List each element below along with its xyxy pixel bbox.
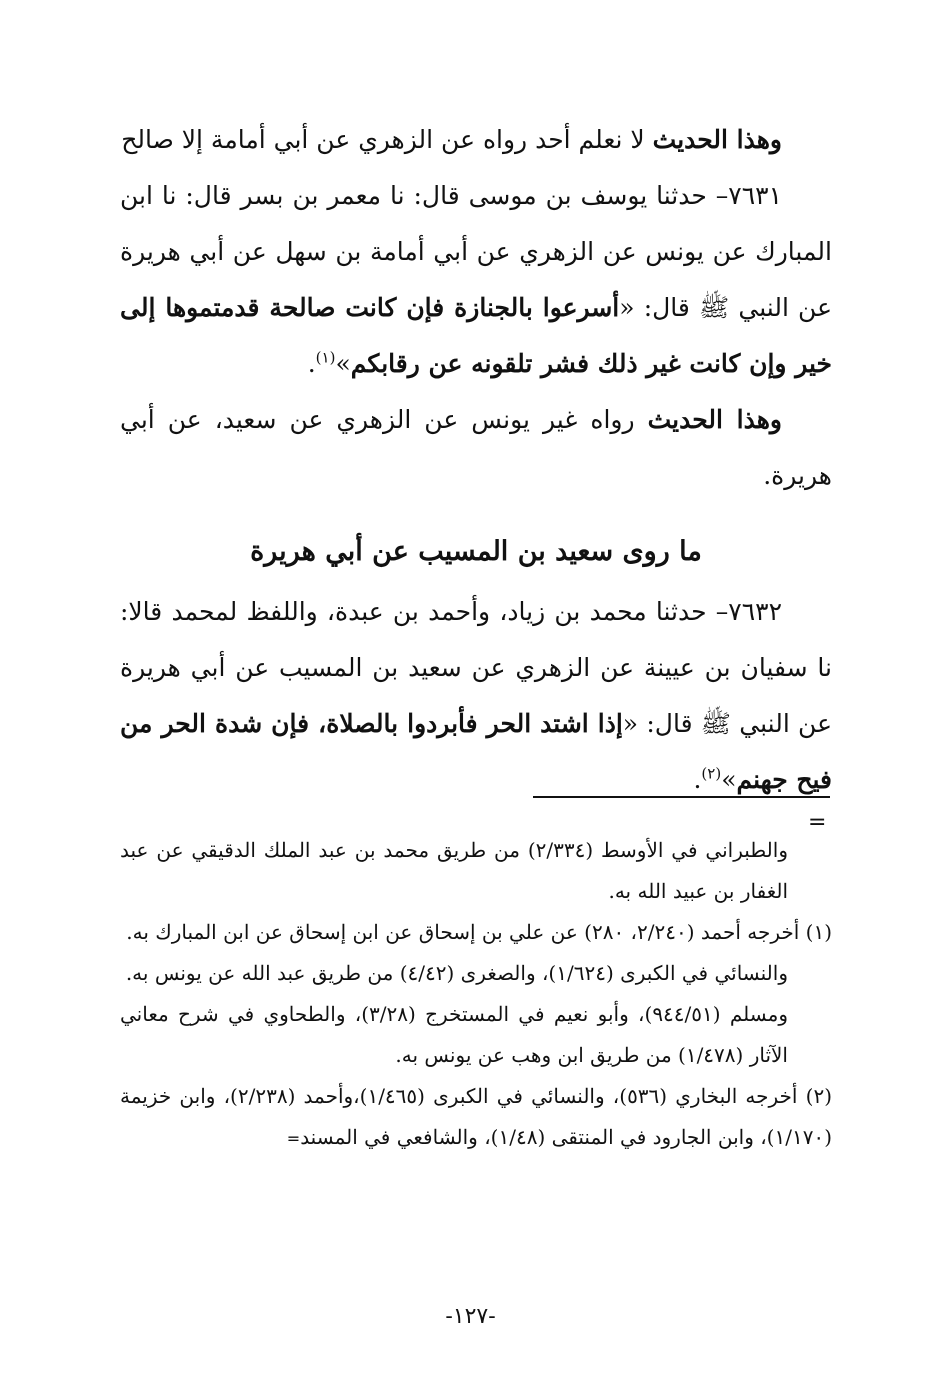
bold-phrase: وهذا الحديث — [647, 405, 782, 434]
paragraph-text: لا نعلم أحد رواه عن الزهري عن أبي أمامة إلا صالح — [121, 125, 653, 154]
section-heading: ما روى سعيد بن المسيب عن أبي هريرة — [250, 536, 702, 567]
quote-close: » — [335, 349, 351, 378]
bold-phrase: وهذا الحديث — [652, 125, 782, 154]
footnote-1: (١) أخرجه أحمد (٢/٢٤٠، ٢٨٠) عن علي بن إسحاق عن ابن إسحاق عن ابن المبارك به. — [126, 920, 832, 944]
footnote-1-extra: والنسائي في الكبرى (١/٦٢٤)، والصغرى (٤/٤٢) من طريق عبد الله عن يونس به. — [125, 961, 788, 985]
period: . — [693, 765, 702, 794]
paragraph-3 — [120, 392, 832, 504]
paragraph-1 — [120, 112, 832, 168]
period: . — [307, 349, 316, 378]
paragraph-hadith-7631 — [120, 168, 832, 392]
footnote-ref-1[interactable]: (١) — [315, 348, 336, 367]
paragraph-text: رواه غير يونس عن الزهري عن سعيد، عن أبي هريرة. — [120, 405, 832, 490]
main-text — [120, 112, 832, 808]
continuation-mark: = — [808, 810, 827, 835]
paragraph-hadith-7632 — [120, 584, 832, 808]
paragraph-text: ٧٦٣٢– حدثنا محمد بن زياد، وأحمد بن عبدة، واللفظ لمحمد قالا: نا سفيان بن عيينة عن الزهري عن سعيد بن المسيب عن أبي هريرة عن النبي ﷺ قال: « — [120, 597, 832, 738]
page-number: -١٢٧- — [445, 1304, 496, 1329]
hadith-text: أسرعوا بالجنازة فإن كانت صالحة قدمتموها إلى خير وإن كانت غير ذلك فشر تلقونه عن رقابكم — [120, 293, 832, 378]
continuation-mark: = — [286, 1129, 301, 1148]
footnote-ref-2[interactable]: (٢) — [701, 764, 722, 783]
footnote-2-text: (٢) أخرجه البخاري (٥٣٦)، والنسائي في الكبرى (١/٤٦٥)،وأحمد (٢/٢٣٨)، وابن خزيمة (١/١٧٠)، وابن الجارود في المنتقى (١/٤٨)، والشافعي في المسند — [120, 1084, 833, 1149]
footnote-separator — [533, 796, 830, 798]
footnotes — [120, 830, 832, 1159]
hadith-text: إذا اشتد الحر فأبردوا بالصلاة، فإن شدة الحر من فيح جهنم — [120, 709, 832, 794]
footnote-1-extra: ومسلم (٩٤٤/٥١)، وأبو نعيم في المستخرج (٣/٢٨)، والطحاوي في شرح معاني الآثار (١/٤٧٨) من طريق ابن وهب عن يونس به. — [120, 1002, 788, 1067]
quote-close: » — [721, 765, 737, 794]
paragraph-text: ٧٦٣١– حدثنا يوسف بن موسى قال: نا معمر بن بسر قال: نا ابن المبارك عن يونس عن الزهري عن أبي أمامة بن سهل عن أبي هريرة عن النبي ﷺ قال: « — [120, 181, 833, 322]
footnote-2 — [120, 1076, 832, 1159]
footnote-continuation: والطبراني في الأوسط (٢/٣٣٤) من طريق محمد بن عبد الملك الدقيقي عن عبد الغفار بن عبيد الله به. — [120, 838, 788, 903]
